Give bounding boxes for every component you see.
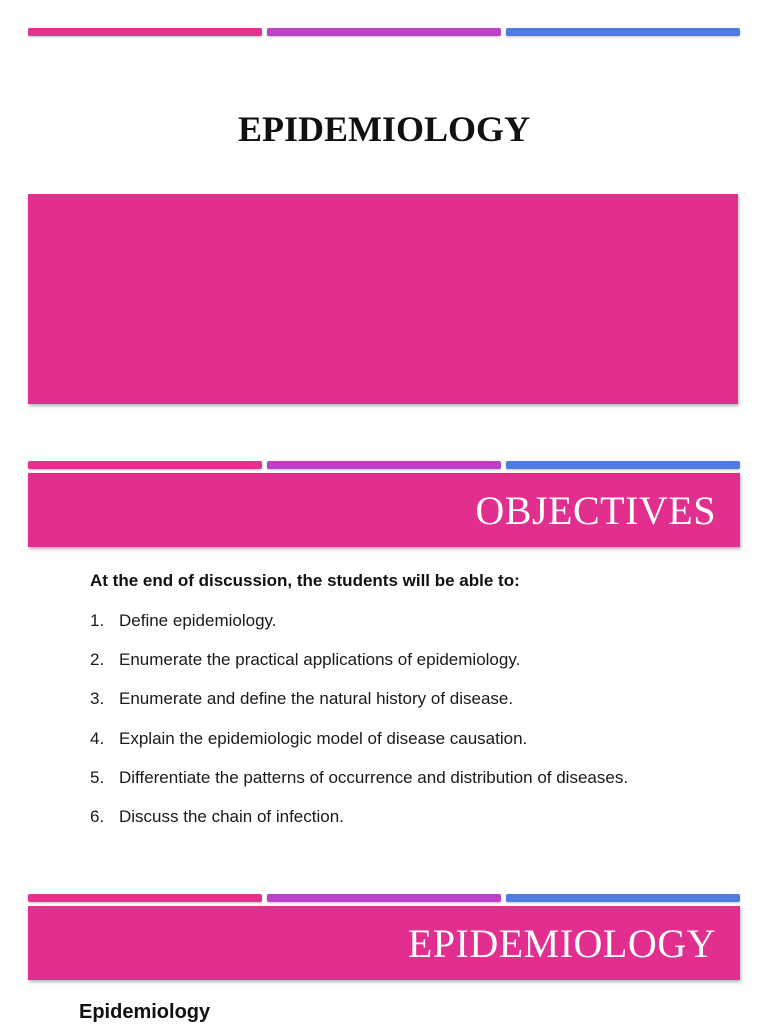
accent-segment-magenta (267, 461, 501, 469)
accent-bar (28, 894, 740, 902)
list-text: Enumerate and define the natural history of disease. (119, 689, 514, 709)
list-item (90, 728, 730, 767)
slide-title: EPIDEMIOLOGY (237, 109, 531, 149)
list-text: Define epidemiology. (119, 611, 277, 630)
accent-segment-pink (28, 461, 262, 469)
list-item (90, 767, 730, 806)
list-item (90, 610, 730, 649)
list-item (90, 688, 730, 727)
accent-bar (28, 461, 740, 469)
list-number: 4. (90, 728, 105, 748)
list-number: 3. (90, 689, 105, 709)
accent-segment-magenta (267, 894, 501, 902)
list-number: 6. (90, 806, 105, 826)
list-item (90, 649, 730, 688)
accent-segment-blue (506, 28, 740, 36)
accent-segment-pink (28, 894, 262, 902)
objectives-heading: OBJECTIVES (475, 487, 716, 533)
objectives-intro: At the end of discussion, the students will be able to: (90, 571, 520, 590)
title-color-block (28, 194, 738, 404)
list-text: Enumerate the practical applications of epidemiology. (119, 650, 521, 670)
list-number: 5. (90, 767, 105, 787)
accent-segment-blue (506, 461, 740, 469)
list-text: Explain the epidemiologic model of disease causation. (119, 728, 528, 748)
accent-segment-pink (28, 28, 262, 36)
objectives-banner (28, 473, 740, 547)
epidemiology-heading: EPIDEMIOLOGY (407, 920, 716, 966)
list-number: 2. (90, 650, 105, 670)
list-text: Discuss the chain of infection. (119, 806, 344, 826)
accent-bar (28, 28, 740, 36)
list-text: Differentiate the patterns of occurrence and distribution of diseases. (119, 767, 629, 787)
accent-segment-magenta (267, 28, 501, 36)
list-number: 1. (90, 611, 105, 630)
list-item (90, 806, 730, 845)
objectives-list (90, 610, 730, 845)
accent-segment-blue (506, 894, 740, 902)
section-label: Epidemiology (79, 1001, 211, 1023)
epidemiology-banner (28, 906, 740, 980)
